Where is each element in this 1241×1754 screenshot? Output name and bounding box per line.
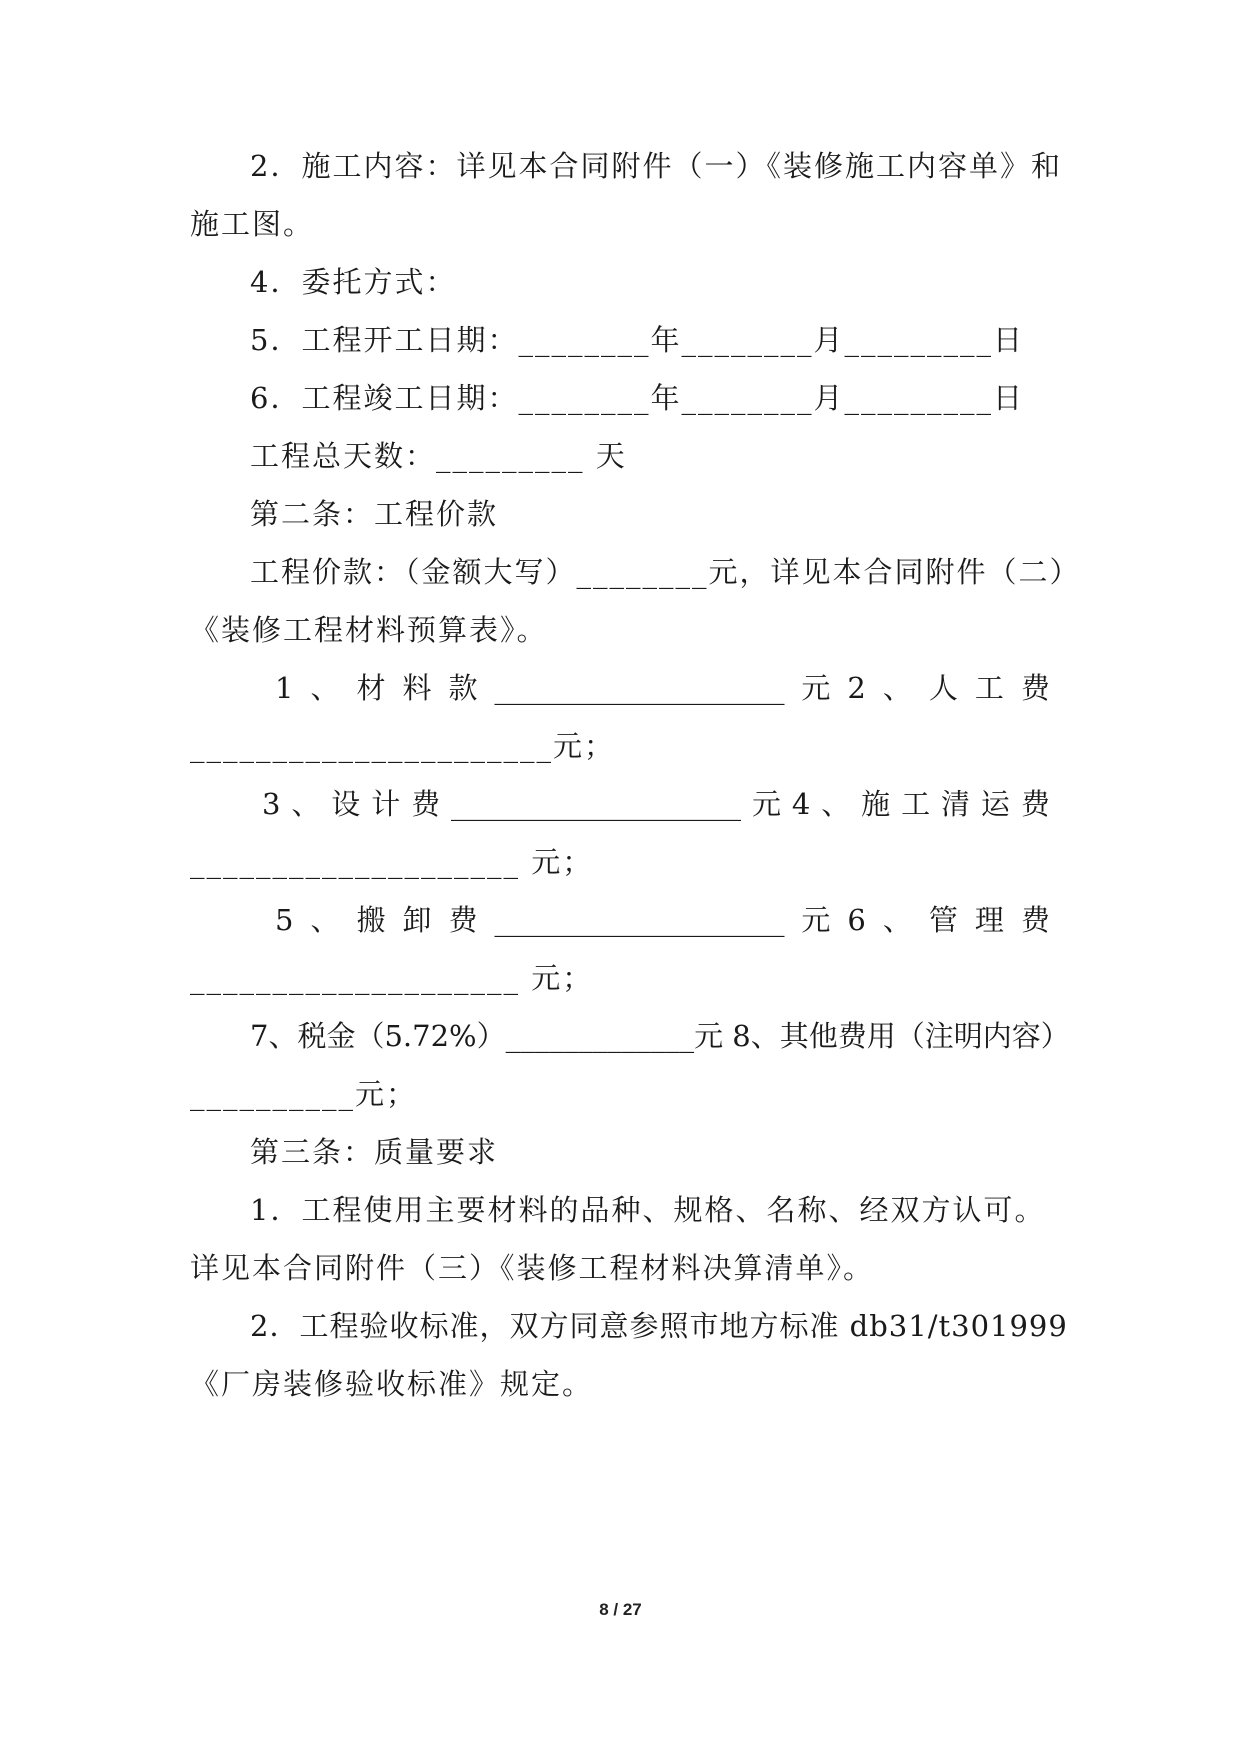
fee-token: 运 xyxy=(980,787,1010,821)
fee-token: 1 xyxy=(275,671,294,705)
fee-token: 元 xyxy=(801,671,831,705)
section-heading-article-2: 第二条：工程价款 xyxy=(250,497,499,531)
fee-token: 2 xyxy=(847,671,866,705)
fee-token: 料 xyxy=(402,671,432,705)
paragraph-entrust-method: 4．委托方式： xyxy=(250,265,457,299)
paragraph-total-days: 工程总天数：_________ 天 xyxy=(250,439,627,473)
fee-blank: ____________________ xyxy=(451,787,742,821)
paragraph-material-labor-fee xyxy=(275,668,1050,708)
fee-token: 清 xyxy=(941,787,971,821)
fee-token: 搬 xyxy=(356,903,386,937)
fee-blank: ____________________ xyxy=(494,671,785,705)
fee-token: 费 xyxy=(1020,787,1050,821)
paragraph-management-fee-cont: ____________________ 元； xyxy=(190,961,594,995)
fee-token: 款 xyxy=(448,671,478,705)
fee-token: 5 xyxy=(275,903,294,937)
paragraph-handling-management-fee xyxy=(275,900,1050,940)
fee-token: 6 xyxy=(847,903,866,937)
paragraph-completion-date: 6．工程竣工日期：________年________月_________日 xyxy=(250,381,1024,415)
fee-token: 、 xyxy=(882,903,912,937)
fee-token: 4 xyxy=(791,787,811,821)
paragraph-project-price-cont: 《装修工程材料预算表》。 xyxy=(190,613,548,647)
fee-token: 费 xyxy=(448,903,478,937)
paragraph-labor-fee-cont: ______________________元； xyxy=(190,729,616,763)
paragraph-construction-content: 2．施工内容：详见本合同附件（一）《装修施工内容单》和 xyxy=(250,149,1062,183)
fee-blank: ____________________ xyxy=(494,903,785,937)
paragraph-construction-content-cont: 施工图。 xyxy=(190,207,315,241)
paragraph-project-price: 工程价款：（金额大写）________元，详见本合同附件（二） xyxy=(250,555,1081,589)
fee-token: 设 xyxy=(331,787,361,821)
fee-token: 费 xyxy=(411,787,441,821)
paragraph-tax-other-fee: 7、税金（5.72%）_____________元 8、其他费用（注明内容） xyxy=(250,1019,1070,1053)
fee-token: 施 xyxy=(861,787,891,821)
fee-token: 费 xyxy=(1020,671,1050,705)
fee-token: 元 xyxy=(751,787,781,821)
fee-token: 、 xyxy=(310,671,340,705)
page-number: 8 / 27 xyxy=(599,1600,642,1619)
paragraph-other-fee-cont: __________元； xyxy=(190,1077,418,1111)
paragraph-cleanup-fee-cont: ____________________ 元； xyxy=(190,845,594,879)
fee-token: 费 xyxy=(1020,903,1050,937)
fee-token: 卸 xyxy=(402,903,432,937)
fee-token: 元 xyxy=(801,903,831,937)
fee-token: 材 xyxy=(356,671,386,705)
fee-token: 人 xyxy=(928,671,958,705)
paragraph-acceptance-standard: 2．工程验收标准，双方同意参照市地方标准 db31/t301999 xyxy=(250,1309,1068,1343)
fee-token: 、 xyxy=(291,787,321,821)
paragraph-design-cleanup-fee xyxy=(262,784,1050,824)
fee-token: 工 xyxy=(974,671,1004,705)
paragraph-acceptance-standard-cont: 《厂房装修验收标准》规定。 xyxy=(190,1367,594,1401)
fee-token: 、 xyxy=(821,787,851,821)
section-heading-article-3: 第三条：质量要求 xyxy=(250,1135,499,1169)
paragraph-start-date: 5．工程开工日期：________年________月_________日 xyxy=(250,323,1024,357)
fee-token: 3 xyxy=(262,787,281,821)
paragraph-main-materials: 1．工程使用主要材料的品种、规格、名称、经双方认可。 xyxy=(250,1193,1046,1227)
fee-token: 管 xyxy=(928,903,958,937)
fee-token: 理 xyxy=(974,903,1004,937)
fee-token: 计 xyxy=(371,787,401,821)
fee-token: 、 xyxy=(310,903,340,937)
paragraph-main-materials-cont: 详见本合同附件（三）《装修工程材料决算清单》。 xyxy=(190,1251,875,1285)
fee-token: 工 xyxy=(901,787,931,821)
fee-token: 、 xyxy=(882,671,912,705)
